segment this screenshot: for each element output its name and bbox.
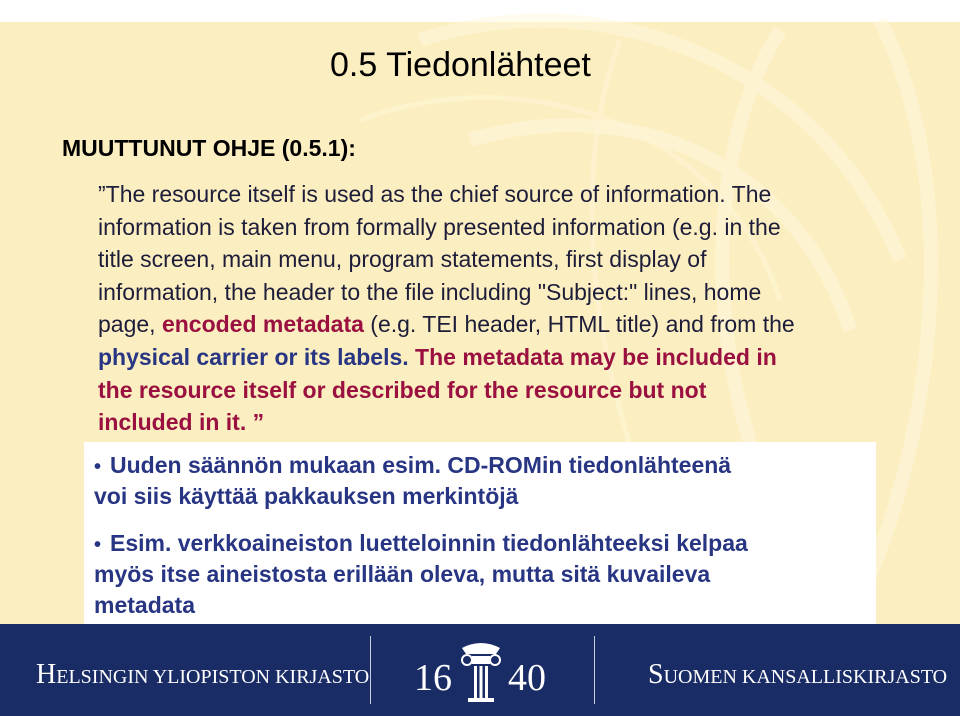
quote-text: page, [98, 311, 162, 338]
quote-line: information is taken from formally presented information (e.g. in the [98, 213, 781, 240]
notes-box [84, 442, 876, 624]
subheading: MUUTTUNUT OHJE (0.5.1): [62, 135, 356, 161]
emphasis-metadata-included: The metadata may be included in [408, 343, 777, 370]
closing-quote-mark: ” [246, 409, 265, 436]
note-text: Uuden säännön mukaan esim. CD-ROMin tiedonlähteenä [110, 452, 732, 478]
emphasis-included-in-it: included in it. [98, 409, 247, 436]
quote-line [98, 308, 928, 341]
quote-line: ”The resource itself is used as the chief source of information. The [98, 181, 772, 207]
bullet-icon: • [94, 534, 102, 556]
divider [594, 636, 595, 704]
note-text: Esim. verkkoaineiston luetteloinnin tiedonlähteeksi kelpaa [110, 530, 748, 556]
name-rest: ELSINGIN YLIOPISTON KIRJASTO [56, 666, 370, 688]
quoted-rule-text [98, 178, 928, 439]
helsinki-university-library-name [36, 659, 369, 691]
emblem-year-left: 16 [414, 657, 452, 699]
quote-line: information, the header to the file including "Subject:" lines, home [98, 278, 762, 305]
emphasis-encoded-metadata: encoded metadata [161, 311, 364, 338]
name-rest: UOMEN KANSALLISKIRJASTO [663, 666, 948, 688]
national-library-name [648, 659, 947, 691]
emblem-year-right: 40 [508, 657, 546, 699]
name-initial: H [36, 659, 57, 690]
emblem-1640-logo [400, 630, 560, 710]
quote-line: title screen, main menu, program statements, first display of [98, 246, 707, 273]
column-capital-icon [458, 640, 504, 704]
quote-text: (e.g. TEI header, HTML title) and from the [363, 311, 795, 338]
slide-title: 0.5 Tiedonlähteet [330, 46, 591, 84]
note-text-continuation: metadata [94, 592, 195, 618]
list-item [94, 530, 748, 557]
list-item [94, 452, 731, 479]
divider [370, 636, 371, 704]
name-initial: S [648, 659, 664, 690]
note-text-continuation: voi siis käyttää pakkauksen merkintöjä [94, 483, 519, 509]
quote-line [98, 406, 928, 439]
quote-line: the resource itself or described for the resource but not [98, 376, 707, 403]
emphasis-physical-carrier: physical carrier or its labels. [98, 343, 409, 370]
bullet-icon: • [94, 456, 102, 478]
quote-line [98, 341, 928, 374]
note-text-continuation: myös itse aineistosta erillään oleva, mutta sitä kuvaileva [94, 561, 711, 587]
footer-bar [0, 624, 960, 716]
